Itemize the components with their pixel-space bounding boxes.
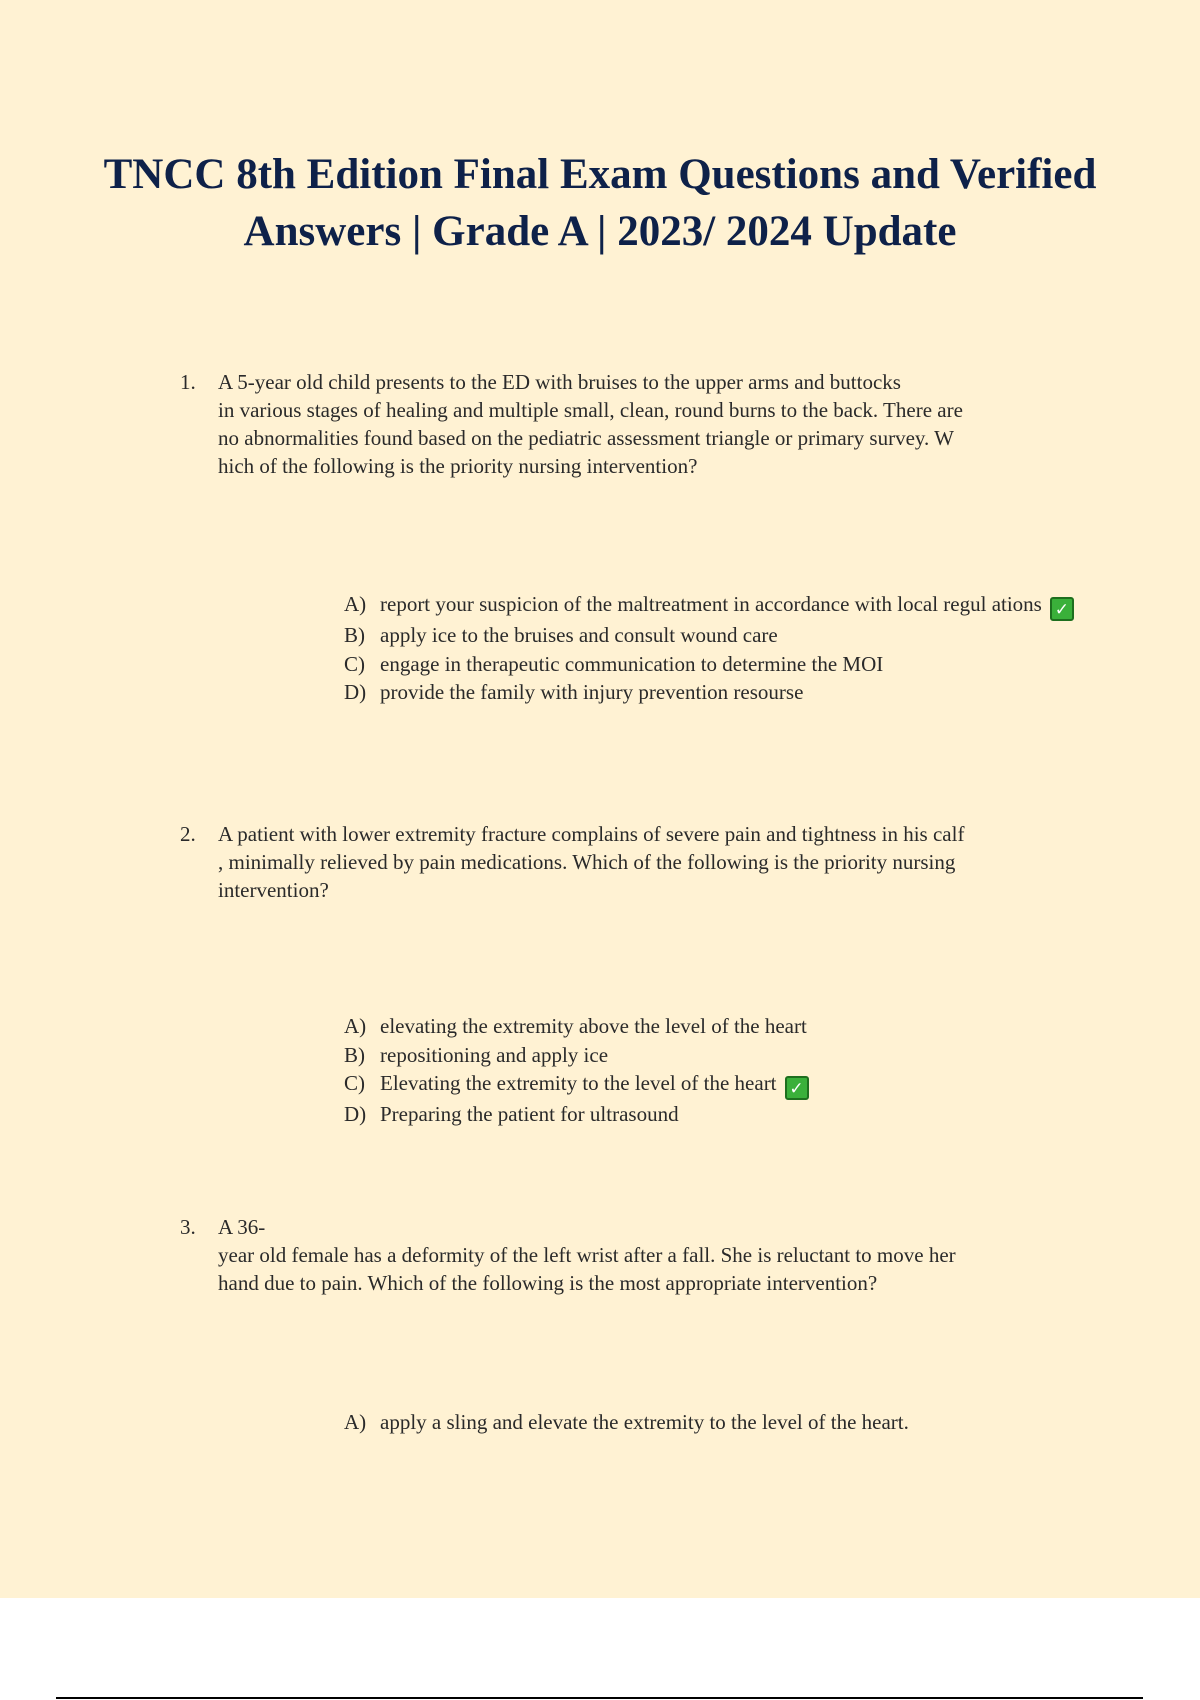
option-text: elevating the extremity above the level of the heart xyxy=(380,1014,807,1038)
question-number: 2. xyxy=(180,822,196,846)
question-text: A 5-year old child presents to the ED with bruises to the upper arms and buttocks in various stages of healing and multiple small, clean, round burns to the back. There are no abnormalities found based on the pediatric assessment triangle or primary survey. W hich of the following is the priority nursing intervention? xyxy=(218,370,963,478)
option-letter: B) xyxy=(344,1042,365,1067)
option-letter: D) xyxy=(344,1102,367,1126)
option-letter: A) xyxy=(344,592,367,616)
question-3-options xyxy=(344,1408,1100,1437)
question-2-options xyxy=(344,1012,1100,1129)
check-mark-icon: ✓ xyxy=(1050,597,1074,621)
option-d xyxy=(344,678,1100,707)
option-letter: A) xyxy=(344,1410,367,1434)
question-number: 3. xyxy=(180,1215,196,1239)
option-text: apply ice to the bruises and consult wound care xyxy=(380,623,778,647)
document-title: TNCC 8th Edition Final Exam Questions and Verified Answers | Grade A | 2023/ 2024 Update xyxy=(103,151,1097,255)
option-text: report your suspicion of the maltreatment in accordance with local regul ations xyxy=(380,592,1042,616)
option-text: engage in therapeutic communication to determine the MOI xyxy=(380,651,884,676)
option-letter: C) xyxy=(344,651,365,676)
option-a xyxy=(344,590,1100,621)
footer-divider xyxy=(56,1697,1143,1699)
option-a xyxy=(344,1012,1100,1041)
question-2 xyxy=(180,820,1090,904)
option-text: repositioning and apply ice xyxy=(380,1042,609,1067)
option-letter: D) xyxy=(344,680,367,704)
question-1-options xyxy=(344,590,1100,707)
option-b xyxy=(344,621,1100,650)
option-text: Preparing the patient for ultrasound xyxy=(380,1102,679,1126)
question-1 xyxy=(180,368,1090,480)
question-text: A patient with lower extremity fracture complains of severe pain and tightness in his calf , minimally relieved by pain medications. Which of the following is the priority nursing intervention? xyxy=(218,822,965,902)
option-c xyxy=(344,650,1100,679)
option-letter: A) xyxy=(344,1014,367,1038)
option-text: provide the family with injury prevention resourse xyxy=(380,680,804,704)
check-mark-icon: ✓ xyxy=(785,1076,809,1100)
option-text: apply a sling and elevate the extremity to the level of the heart. xyxy=(380,1410,909,1434)
option-c xyxy=(344,1069,1100,1100)
option-a xyxy=(344,1408,1100,1437)
option-letter: C) xyxy=(344,1071,365,1095)
option-letter: B) xyxy=(344,623,365,647)
option-b xyxy=(344,1041,1100,1070)
option-d xyxy=(344,1100,1100,1129)
question-3 xyxy=(180,1213,1090,1297)
question-number: 1. xyxy=(180,370,196,394)
question-text: A 36- year old female has a deformity of the left wrist after a fall. She is reluctant to move her hand due to pain. Which of the following is the most appropriate intervention? xyxy=(218,1215,956,1295)
option-text: Elevating the extremity to the level of the heart xyxy=(380,1071,777,1095)
